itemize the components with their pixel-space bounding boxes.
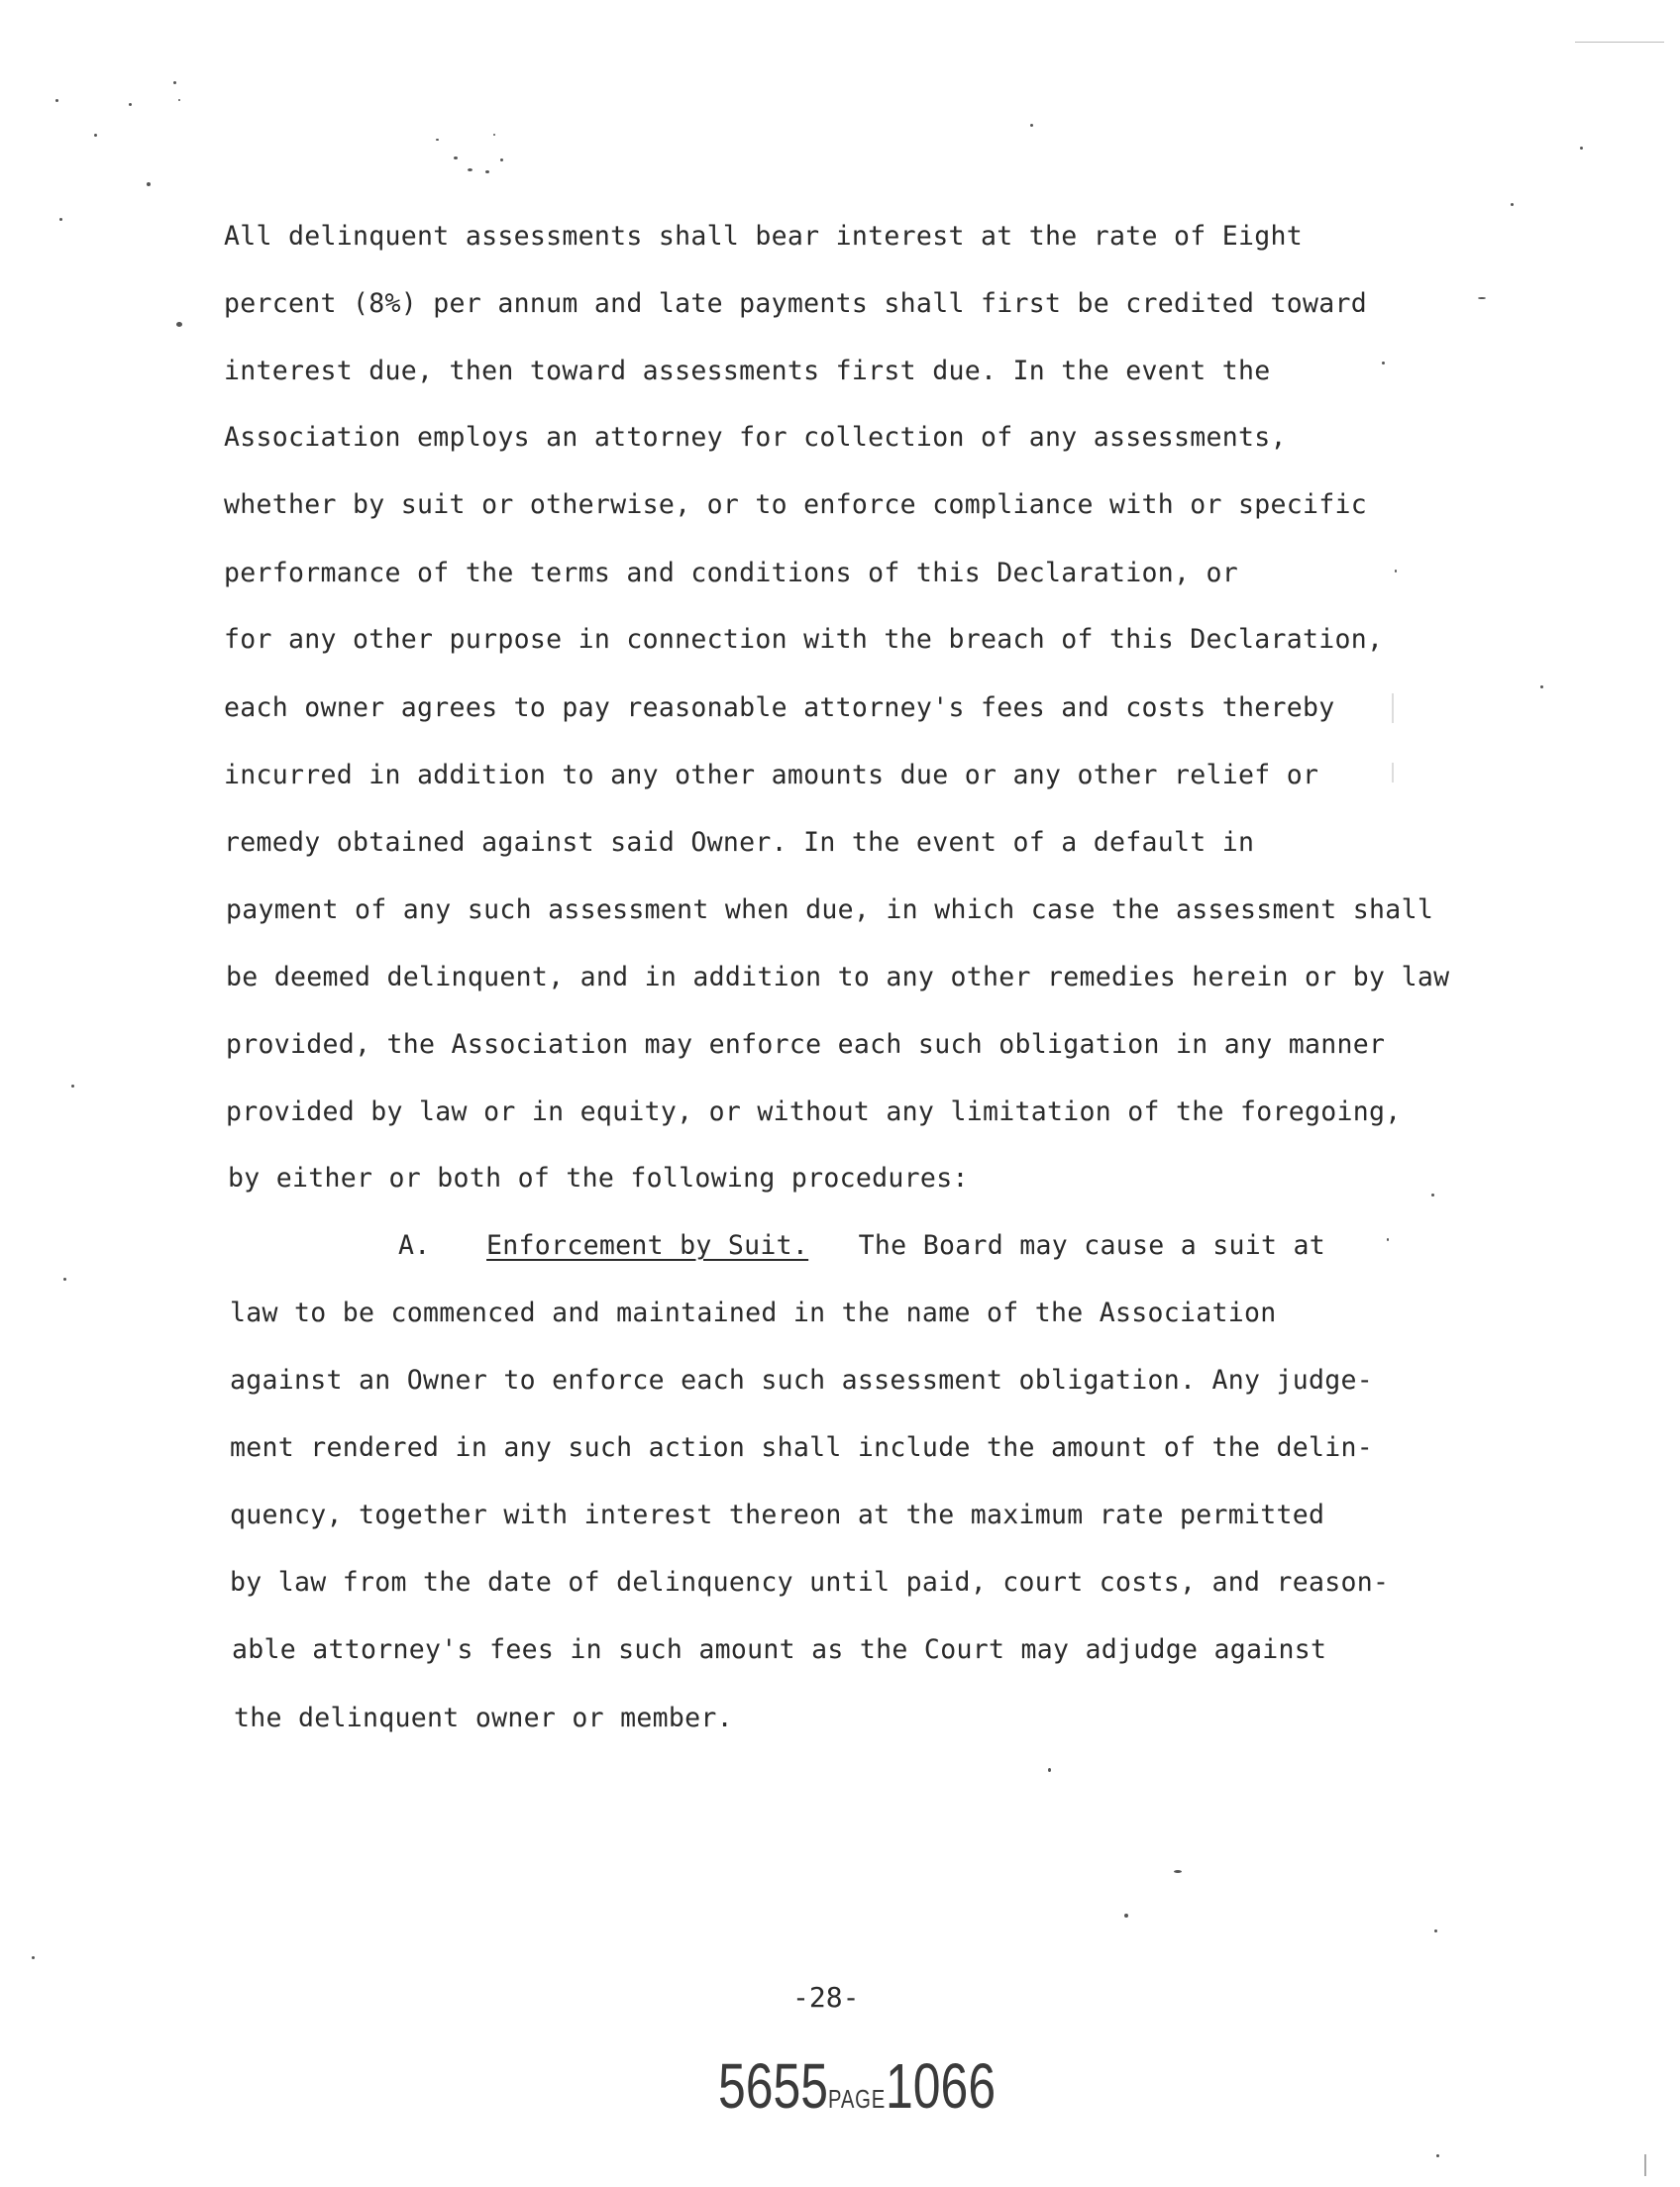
text-line: interest due, then toward assessments first due. In the event the [224,356,1271,386]
text-line: All delinquent assessments shall bear interest at the rate of Eight [224,221,1304,252]
text-line: provided by law or in equity, or without any limitation of the foregoing, [226,1096,1402,1127]
text-line: against an Owner to enforce each such assessment obligation. Any judge- [230,1365,1374,1396]
stamp-book: 5655 [718,2050,829,2122]
text-line: be deemed delinquent, and in addition to any other remedies herein or by law [226,962,1450,992]
text-line: by law from the date of delinquency until paid, court costs, and reason- [230,1567,1390,1598]
section-text: The Board may cause a suit at [858,1230,1326,1261]
text-line: Association employs an attorney for collection of any assessments, [224,422,1287,453]
text-line: quency, together with interest thereon at the maximum rate permitted [230,1500,1325,1530]
text-line: ment rendered in any such action shall include the amount of the delin- [230,1432,1374,1463]
text-line: able attorney's fees in such amount as the Court may adjudge against [232,1634,1327,1665]
text-line: incurred in addition to any other amounts due or any other relief or [224,760,1319,790]
text-line: payment of any such assessment when due, in which case the assessment shall [226,894,1434,925]
text-line: law to be commenced and maintained in the name of the Association [230,1298,1277,1328]
text-line: the delinquent owner or member. [234,1703,733,1733]
page-number: -28- [792,1981,860,2014]
text-line: remedy obtained against said Owner. In the event of a default in [224,827,1255,858]
section-heading: Enforcement by Suit. [486,1230,809,1261]
text-line: whether by suit or otherwise, or to enforce compliance with or specific [224,489,1368,520]
stamp-page: 1066 [886,2050,997,2122]
text-line: provided, the Association may enforce each such obligation in any manner [226,1029,1386,1060]
text-line: percent (8%) per annum and late payments shall first be credited toward [224,288,1368,319]
text-line: performance of the terms and conditions of this Declaration, or [224,558,1239,588]
section-a-first-line [398,1229,1325,1263]
text-line: by either or both of the following procedures: [228,1163,969,1194]
recording-stamp [718,2050,996,2135]
stamp-label: PAGE [828,2084,887,2114]
section-marker: A. [398,1230,431,1261]
text-line: each owner agrees to pay reasonable attorney's fees and costs thereby [224,692,1335,723]
text-line: for any other purpose in connection with the breach of this Declaration, [224,624,1384,655]
